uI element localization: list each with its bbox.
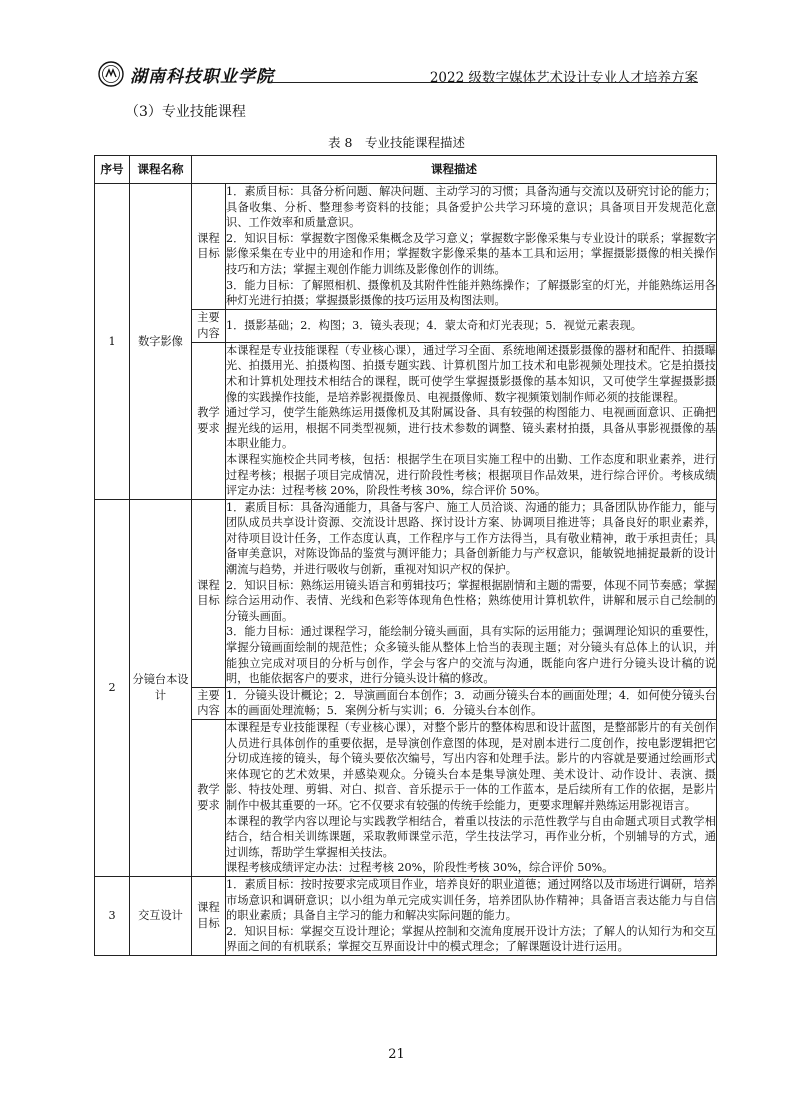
paragraph: 通过学习，使学生能熟练运用摄像机及其附属设备、具有较强的构图能力、电视画面意识、正确把握光线的运用，根据不同类型视频，进行技术参数的调整、镜头素材拍摄，具备从事影视摄像的基本职业能力。 bbox=[226, 406, 716, 451]
course-name: 分镜台本设计 bbox=[130, 499, 192, 876]
row-description bbox=[226, 499, 717, 687]
skills-course-table bbox=[94, 155, 717, 956]
row-label: 主要内容 bbox=[192, 309, 226, 342]
paragraph: 3．能力目标：了解照相机、摄像机及其附件性能并熟练操作；了解摄影室的灯光，并能熟练运用各种灯光进行拍摄；掌握摄影摄像的技巧运用及构图法则。 bbox=[226, 278, 716, 308]
course-number: 3 bbox=[95, 876, 130, 955]
institution-logo bbox=[98, 58, 274, 90]
section-heading: （3）专业技能课程 bbox=[125, 104, 246, 120]
course-number: 2 bbox=[95, 499, 130, 876]
paragraph: 本课程的教学内容以理论与实践教学相结合，着重以技法的示范性教学与自由命题式项目式教学相结合，结合相关训练课题，采取教师课堂示范，学生技法学习，再作业分析，个别辅导的方式，通过训练，帮助学生掌握相关技法。 bbox=[226, 814, 716, 859]
paragraph: 本课程实施校企共同考核，包括：根据学生在项目实施工程中的出勤、工作态度和职业素养，进行过程考核；根据子项目完成情况，进行阶段性考核；根据项目作品效果，进行综合评价。考核成绩评定办法：过程考核 20%，阶段性考核 30%，综合评价 50%。 bbox=[226, 452, 716, 498]
table-header-row bbox=[95, 156, 717, 184]
paragraph: 2．知识目标：熟练运用镜头语言和剪辑技巧；掌握根据剧情和主题的需要，体现不同节奏感；掌握综合运用动作、表情、光线和色彩等体现角色性格；熟练使用计算机软件，讲解和展示自己绘制的分镜头画面。 bbox=[226, 578, 716, 623]
row-description bbox=[226, 309, 717, 342]
paragraph: 本课程是专业技能课程（专业核心课），对整个影片的整体构思和设计蓝图，是整部影片的有关创作人员进行具体创作的重要依据，是导演创作意图的体现，是对剧本进行二度创作，按电影逻辑把它分切成连接的镜头，每个镜头要依次编号，写出内容和处理手法。影片的内容就是要通过绘画形式来体现它的艺术效果，并感染观众。分镜头台本是集导演处理、美术设计、动作设计、表演、摄影、特技处理、剪辑、对白、拟音、音乐提示于一体的工作蓝本，是后续所有工作的依据，是影片制作中极其重要的一环。它不仅要求有较强的传统手绘能力，更要求理解并熟练运用影视语言。 bbox=[226, 721, 716, 812]
column-header-description: 课程描述 bbox=[192, 156, 717, 184]
row-label: 课程目标 bbox=[192, 876, 226, 955]
table-row bbox=[95, 499, 717, 687]
course-name: 数字影像 bbox=[130, 184, 192, 500]
row-description bbox=[226, 687, 717, 719]
paragraph: 课程考核成绩评定办法：过程考核 20%，阶段性考核 30%，综合评价 50%。 bbox=[226, 861, 614, 875]
row-label: 课程目标 bbox=[192, 184, 226, 310]
paragraph: 1．素质目标：按时按要求完成项目作业，培养良好的职业道德；通过网络以及市场进行调研，培养市场意识和调研意识；以小组为单元完成实训任务，培养团队协作精神；具备语言表达能力与自信的职业素质；具备自主学习的能力和解决实际问题的能力。 bbox=[226, 877, 716, 923]
paragraph: 1．分镜头设计概论；2．导演画面台本创作；3．动画分镜头台本的画面处理；4．如何使分镜头台本的画面处理流畅；5．案例分析与实训；6．分镜头台本创作。 bbox=[226, 688, 716, 718]
paragraph: 1．素质目标：具备分析问题、解决问题、主动学习的习惯；具备沟通与交流以及研究讨论的能力；具备收集、分析、整理参考资料的技能；具备爱护公共学习环境的意识；具备项目开发规范化意识、工作效率和质量意识。 bbox=[226, 185, 716, 230]
column-header-number: 序号 bbox=[95, 156, 130, 184]
institution-logo-text: 湖南科技职业学院 bbox=[130, 66, 274, 87]
paragraph: 1．摄影基础；2．构图；3．镜头表现；4．蒙太奇和灯光表现；5．视觉元素表现。 bbox=[226, 318, 642, 332]
row-label: 课程目标 bbox=[192, 499, 226, 687]
table-row bbox=[95, 876, 717, 955]
table-row bbox=[95, 184, 717, 310]
column-header-course-name: 课程名称 bbox=[130, 156, 192, 184]
paragraph: 3．能力目标：通过课程学习，能绘制分镜头画面，具有实际的运用能力；强调理论知识的重要性，掌握分镜画面绘制的规范性；众多镜头能从整体上恰当的表现主题；对分镜头有总体上的认识，并能独立完成对项目的分析与创作，学会与客户的交流与沟通，既能向客户进行分镜头设计稿的说明，也能依据客户的要求，进行分镜头设计稿的修改。 bbox=[226, 625, 716, 686]
row-description bbox=[226, 342, 717, 499]
row-label: 主要内容 bbox=[192, 687, 226, 719]
row-label: 教学要求 bbox=[192, 720, 226, 877]
document-title: 2022 级数字媒体艺术设计专业人才培养方案 bbox=[429, 70, 698, 86]
course-name: 交互设计 bbox=[130, 876, 192, 955]
page-header bbox=[98, 58, 698, 90]
seal-icon bbox=[98, 61, 124, 87]
paragraph: 2．知识目标：掌握交互设计理论；掌握从控制和交流角度展开设计方法；了解人的认知行为和交互界面之间的有机联系；掌握交互界面设计中的模式理念；了解课题设计进行运用。 bbox=[226, 924, 716, 954]
paragraph: 本课程是专业技能课程（专业核心课），通过学习全面、系统地阐述摄影摄像的器材和配件、拍摄曝光、拍摄用光、拍摄构图、拍摄专题实践、计算机图片加工技术和电影视频处理技术。它是拍摄技术和计算机处理技术相结合的课程，既可使学生掌握摄影摄像的基本知识，又可使学生掌握摄影摄像的实践操作技能，是培养影视摄像员、电视摄像师、数字视频策划制作师必须的技能课程。 bbox=[226, 343, 716, 404]
header-divider bbox=[270, 82, 698, 83]
page-number: 21 bbox=[388, 1047, 405, 1062]
paragraph: 2．知识目标：掌握数字图像采集概念及学习意义；掌握数字影像采集与专业设计的联系；掌握数字影像采集在专业中的用途和作用；掌握数字影像采集的基本工具和运用；掌握摄影摄像的相关操作技巧和方法；掌握主观创作能力训练及影像创作的训练。 bbox=[226, 231, 716, 276]
row-label: 教学要求 bbox=[192, 342, 226, 499]
course-number: 1 bbox=[95, 184, 130, 500]
table-caption: 表 8 专业技能课程描述 bbox=[328, 135, 465, 150]
row-description bbox=[226, 184, 717, 310]
row-description bbox=[226, 720, 717, 877]
paragraph: 1．素质目标：具备沟通能力，具备与客户、施工人员洽谈、沟通的能力；具备团队协作能力，能与团队成员共享设计资源、交流设计思路、探讨设计方案、协调项目推进等；具备良好的职业素养，对待项目设计任务，工作态度认真，工作程序与工作方法得当，具有敬业精神，敢于承担责任；具备审美意识，对陈设饰品的鉴赏与测评能力；具备创新能力与产权意识，能敏锐地捕捉最新的设计潮流与趋势，并进行吸收与创新，重视对知识产权的保护。 bbox=[226, 500, 716, 577]
row-description bbox=[226, 876, 717, 955]
